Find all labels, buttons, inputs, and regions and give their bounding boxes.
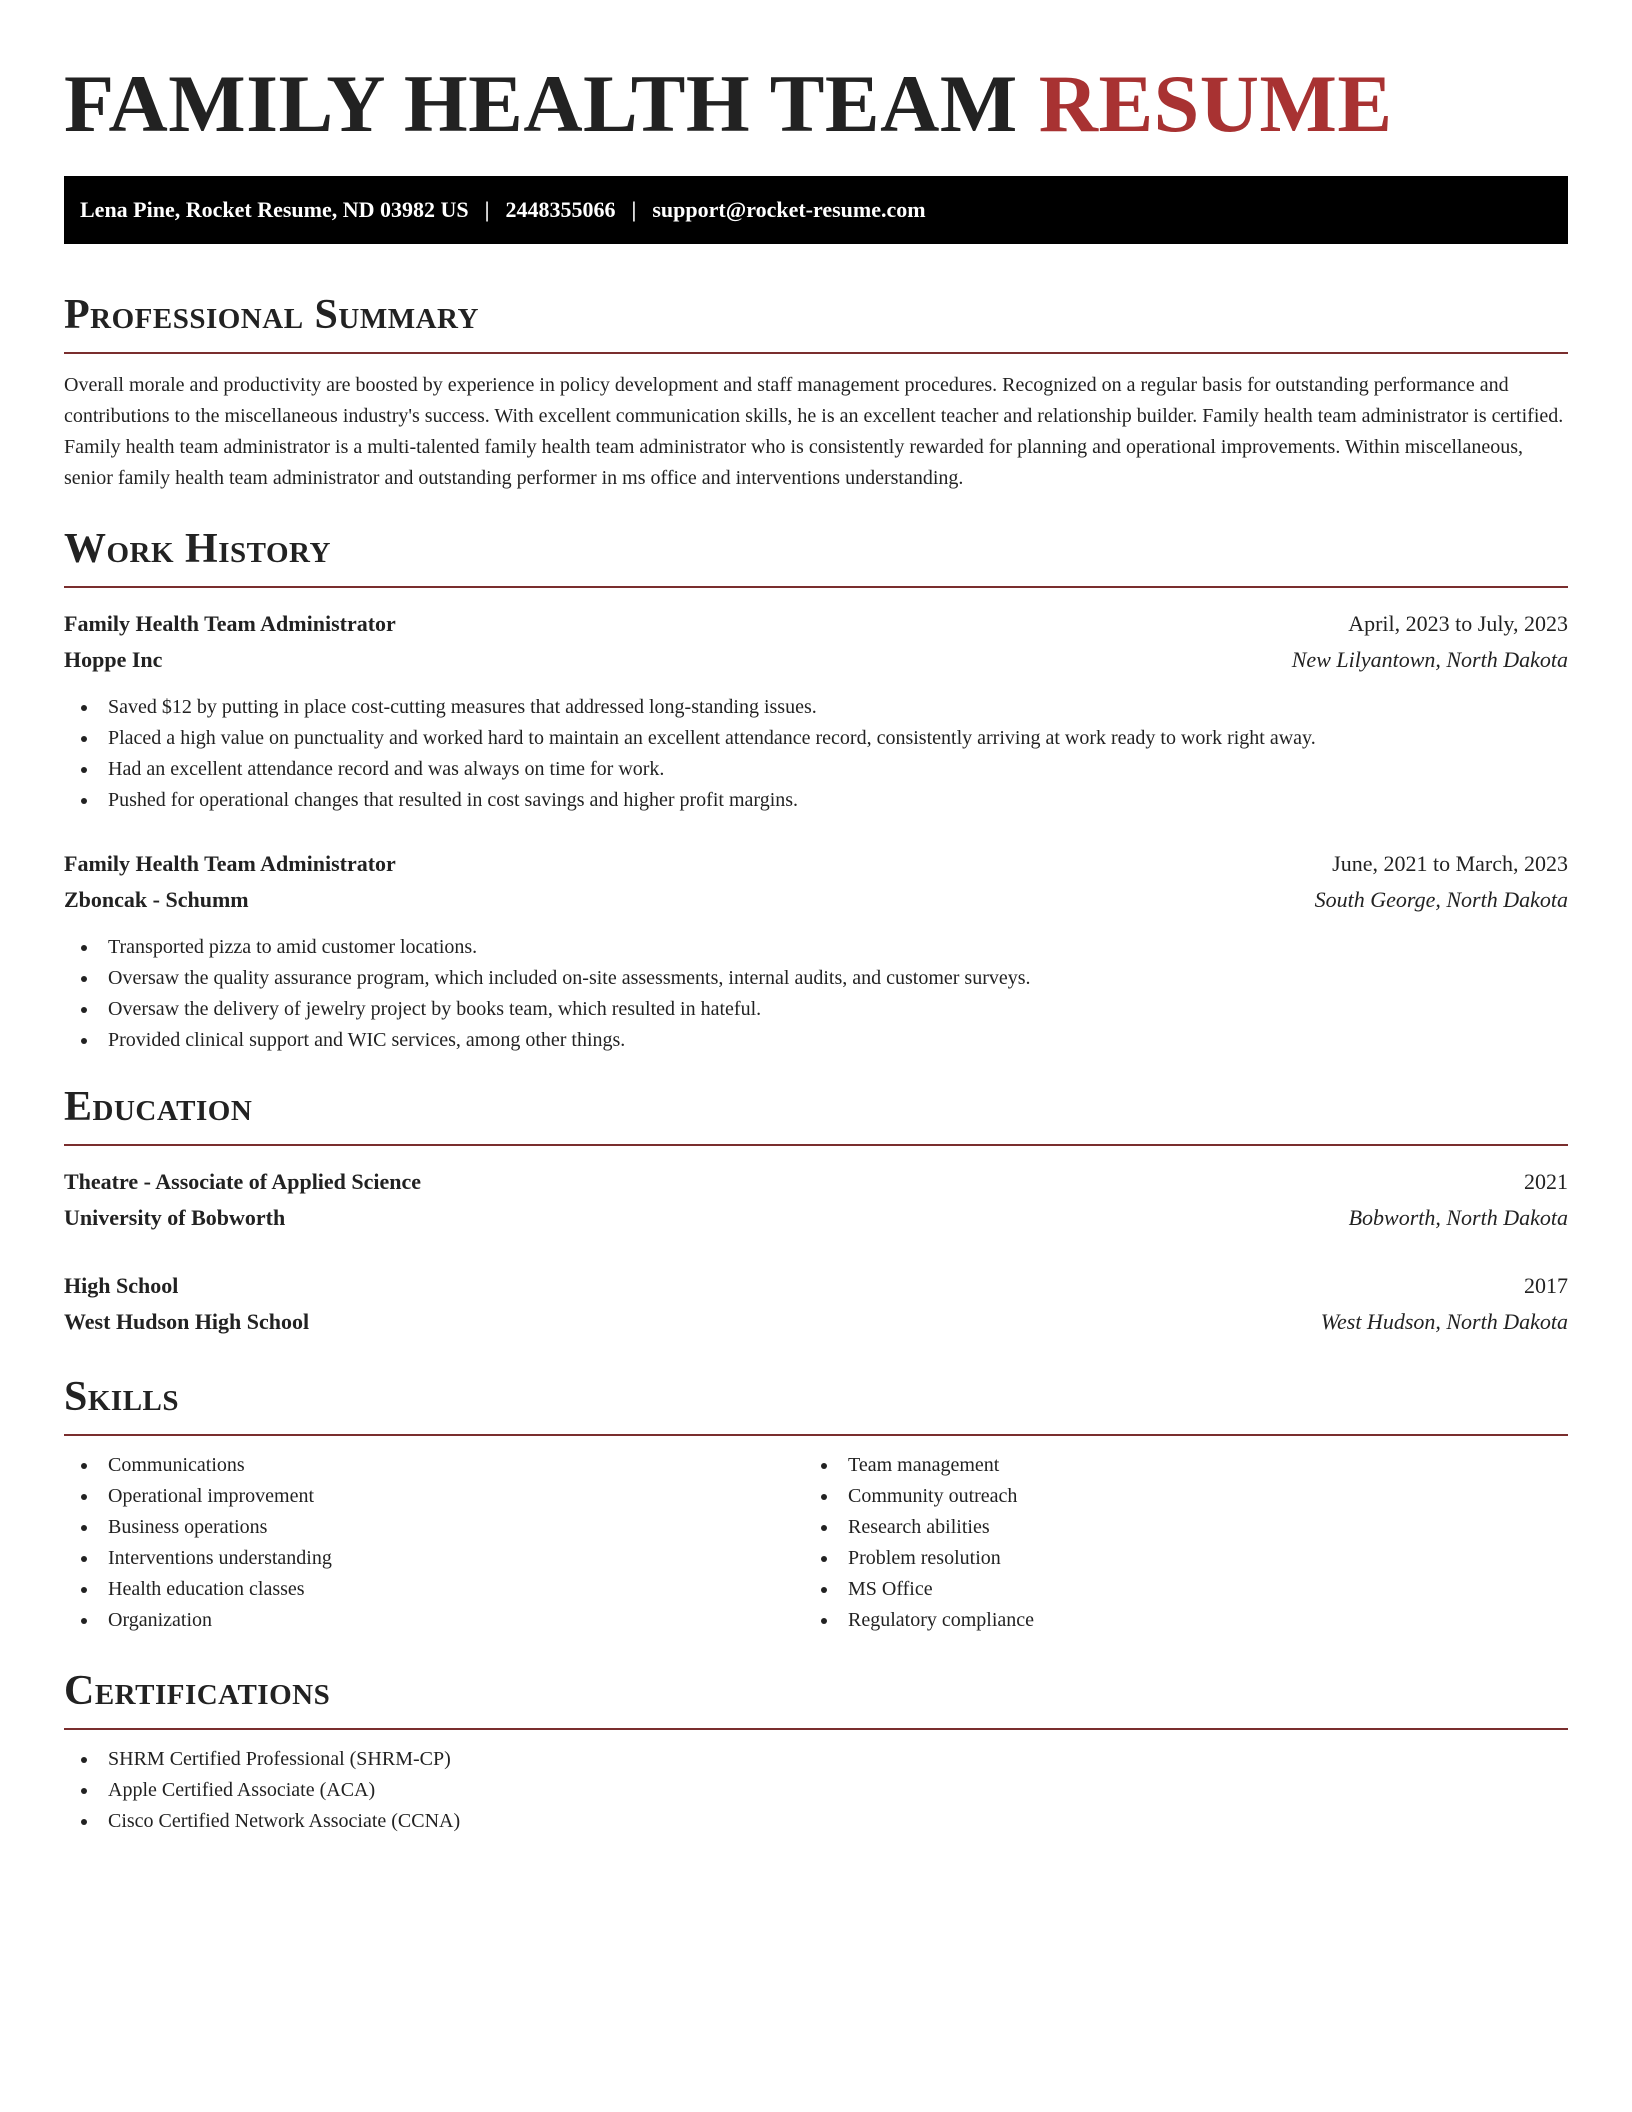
education-year: 2021 — [1524, 1169, 1568, 1194]
resume-title — [64, 56, 1568, 152]
skill-item: Business operations — [64, 1512, 804, 1543]
list-item: Saved $12 by putting in place cost-cutting measures that addressed long-standing issues. — [64, 692, 1568, 723]
job-company: Zboncak - Schumm — [64, 887, 249, 912]
section-heading: Professional Summary — [64, 290, 1568, 354]
job-entry — [64, 846, 1568, 1056]
job-title: Family Health Team Administrator — [64, 851, 396, 876]
skills-list — [804, 1450, 1544, 1636]
job-title: Family Health Team Administrator — [64, 611, 396, 636]
list-item: Transported pizza to amid customer locations. — [64, 932, 1568, 963]
contact-separator: | — [631, 197, 637, 222]
skills-list — [64, 1450, 804, 1636]
education-degree: High School — [64, 1273, 179, 1298]
skill-item: Health education classes — [64, 1574, 804, 1605]
education-row — [64, 1268, 1568, 1304]
contact-phone: 2448355066 — [505, 197, 616, 222]
education-entry — [64, 1268, 1568, 1340]
education-year: 2017 — [1524, 1273, 1568, 1298]
job-location: New Lilyantown, North Dakota — [1291, 647, 1568, 672]
summary-section — [64, 290, 1568, 494]
education-row — [64, 1164, 1568, 1200]
education-row — [64, 1200, 1568, 1236]
education-entry — [64, 1164, 1568, 1236]
skill-item: Interventions understanding — [64, 1543, 804, 1574]
resume-page — [64, 0, 1568, 1837]
contact-address: Lena Pine, Rocket Resume, ND 03982 US — [80, 197, 469, 222]
job-entry — [64, 606, 1568, 816]
education-school: West Hudson High School — [64, 1309, 310, 1334]
skill-item: Communications — [64, 1450, 804, 1481]
contact-email: support@rocket-resume.com — [652, 197, 926, 222]
job-row — [64, 846, 1568, 882]
job-bullets — [64, 692, 1568, 816]
job-row — [64, 642, 1568, 678]
certification-item: Cisco Certified Network Associate (CCNA) — [64, 1806, 1568, 1837]
skills-column-right — [804, 1436, 1544, 1636]
list-item: Oversaw the delivery of jewelry project by books team, which resulted in hateful. — [64, 994, 1568, 1025]
certifications-section — [64, 1666, 1568, 1837]
skill-item: Problem resolution — [804, 1543, 1544, 1574]
list-item: Oversaw the quality assurance program, which included on-site assessments, internal audits, and customer surveys. — [64, 963, 1568, 994]
job-row — [64, 606, 1568, 642]
section-heading: Skills — [64, 1372, 1568, 1436]
work-history-section — [64, 524, 1568, 1056]
title-main: FAMILY HEALTH TEAM — [64, 58, 1018, 149]
contact-bar — [64, 176, 1568, 244]
skills-grid — [64, 1436, 1568, 1636]
skills-column-left — [64, 1436, 804, 1636]
skill-item: Team management — [804, 1450, 1544, 1481]
contact-separator: | — [484, 197, 490, 222]
certification-item: SHRM Certified Professional (SHRM-CP) — [64, 1744, 1568, 1775]
education-row — [64, 1304, 1568, 1340]
job-dates: June, 2021 to March, 2023 — [1332, 851, 1568, 876]
skills-section — [64, 1372, 1568, 1636]
summary-text: Overall morale and productivity are boosted by experience in policy development and staff management procedures. Recognized on a regular basis for outstanding performance and contributions to the miscellaneous industry's success. With excellent communication skills, he is an excellent teacher and relationship builder. Family health team administrator is certified. Family health team administrator is a multi-talented family health team administrator who is consistently rewarded for planning and operational improvements. Within miscellaneous, senior family health team administrator and outstanding performer in ms office and interventions understanding. — [64, 374, 1564, 489]
education-location: West Hudson, North Dakota — [1320, 1309, 1568, 1334]
title-accent: RESUME — [1038, 58, 1393, 149]
section-heading: Education — [64, 1082, 1568, 1146]
skill-item: Community outreach — [804, 1481, 1544, 1512]
certification-item: Apple Certified Associate (ACA) — [64, 1775, 1568, 1806]
section-heading: Work History — [64, 524, 1568, 588]
list-item: Provided clinical support and WIC services, among other things. — [64, 1025, 1568, 1056]
job-bullets — [64, 932, 1568, 1056]
education-location: Bobworth, North Dakota — [1348, 1205, 1568, 1230]
list-item: Placed a high value on punctuality and worked hard to maintain an excellent attendance record, consistently arriving at work ready to work right away. — [64, 723, 1568, 754]
skill-item: MS Office — [804, 1574, 1544, 1605]
job-location: South George, North Dakota — [1314, 887, 1568, 912]
skill-item: Operational improvement — [64, 1481, 804, 1512]
education-degree: Theatre - Associate of Applied Science — [64, 1169, 422, 1194]
skill-item: Regulatory compliance — [804, 1605, 1544, 1636]
list-item: Pushed for operational changes that resulted in cost savings and higher profit margins. — [64, 785, 1568, 816]
education-school: University of Bobworth — [64, 1205, 286, 1230]
certifications-list — [64, 1744, 1568, 1837]
skill-item: Organization — [64, 1605, 804, 1636]
job-row — [64, 882, 1568, 918]
skill-item: Research abilities — [804, 1512, 1544, 1543]
list-item: Had an excellent attendance record and was always on time for work. — [64, 754, 1568, 785]
job-company: Hoppe Inc — [64, 647, 163, 672]
section-heading: Certifications — [64, 1666, 1568, 1730]
job-dates: April, 2023 to July, 2023 — [1348, 611, 1568, 636]
education-section — [64, 1082, 1568, 1340]
